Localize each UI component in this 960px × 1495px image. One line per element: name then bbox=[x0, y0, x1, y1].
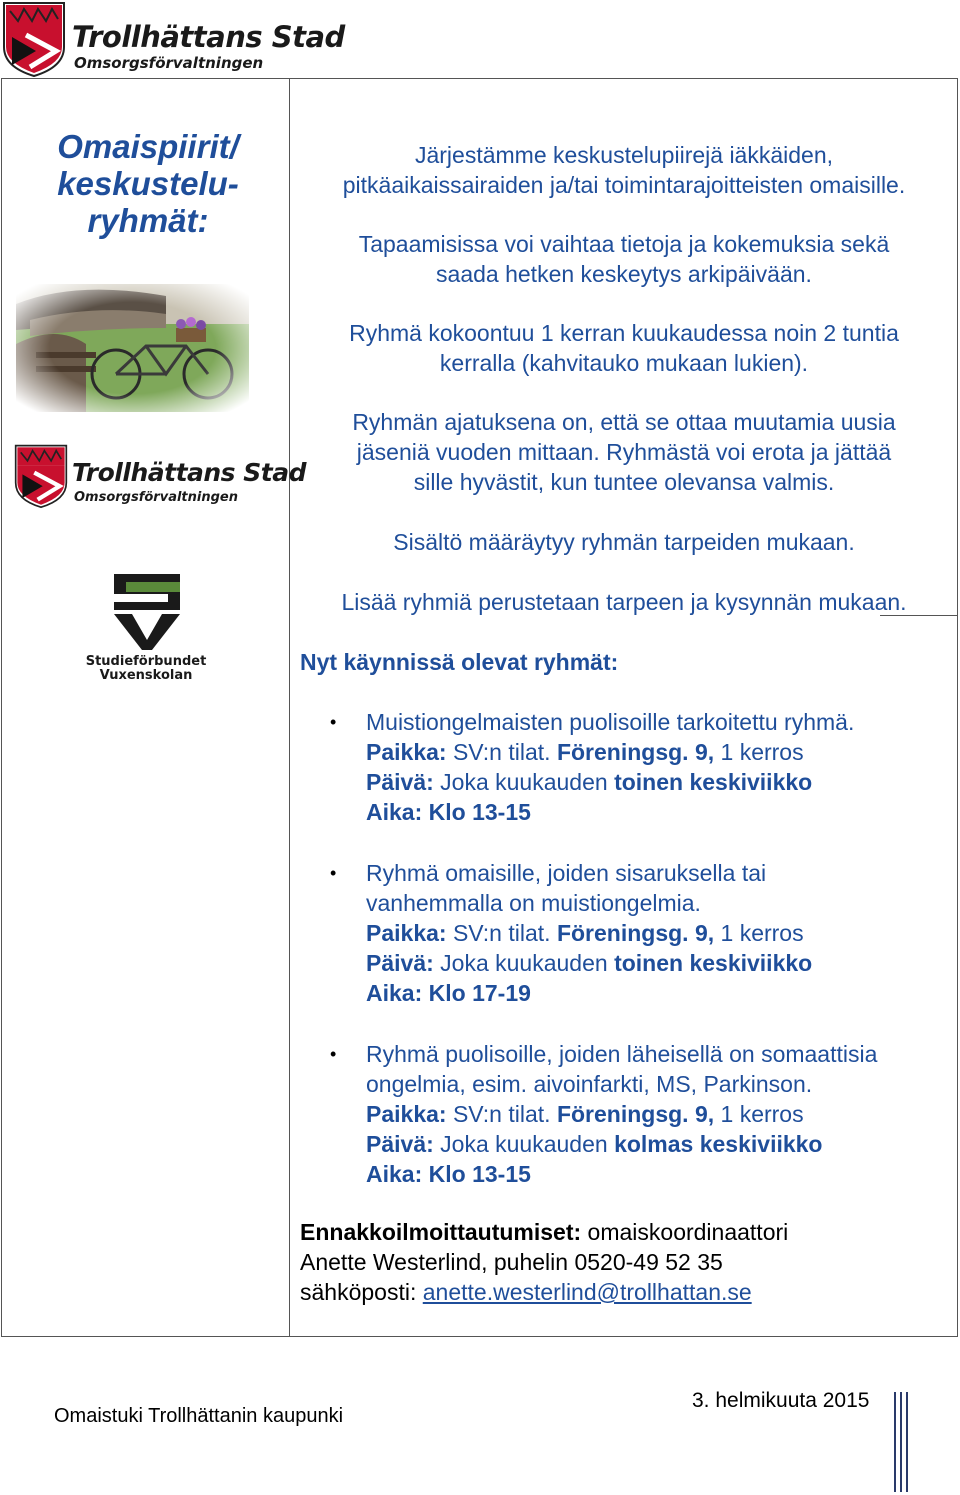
header-logo bbox=[0, 0, 345, 78]
group-place: Paikka: SV:n tilat. Föreningsg. 9, 1 kerros bbox=[366, 739, 804, 765]
group-place: Paikka: SV:n tilat. Föreningsg. 9, 1 kerros bbox=[366, 920, 804, 946]
column-divider bbox=[289, 78, 290, 1337]
content-paragraph: Sisältö määräytyy ryhmän tarpeiden mukaan. bbox=[393, 529, 855, 555]
group-description: Muistiongelmaisten puolisoille tarkoitettu ryhmä. bbox=[366, 709, 855, 735]
group-description: Ryhmä puolisoille, joiden läheisellä on somaattisia bbox=[366, 1041, 878, 1067]
group-time: Aika: Klo 13-15 bbox=[366, 1161, 531, 1187]
group-description-cont: vanhemmalla on muistiongelmia. bbox=[366, 890, 701, 916]
meetings-paragraph bbox=[300, 229, 948, 289]
sv-logo-line1: Studieförbundet bbox=[85, 654, 207, 669]
footer-bars-decoration bbox=[892, 1392, 912, 1492]
logo-brand-name: Trollhättans Stad bbox=[72, 458, 306, 487]
studieforbundet-logo bbox=[68, 570, 224, 682]
organization-logo bbox=[12, 436, 306, 516]
bullet-icon: • bbox=[330, 1044, 337, 1064]
group-day: Päivä: Joka kuukauden kolmas keskiviikko bbox=[366, 1131, 823, 1157]
group-description-cont: ongelmia, esim. aivoinfarkti, MS, Parkinson. bbox=[366, 1071, 813, 1097]
intro-paragraph bbox=[300, 140, 948, 200]
text-line: saada hetken keskeytys arkipäivään. bbox=[436, 261, 812, 287]
group-item bbox=[330, 707, 950, 827]
contact-role: omaiskoordinaattori bbox=[587, 1219, 789, 1245]
email-link[interactable]: anette.westerlind@trollhattan.se bbox=[422, 1279, 752, 1305]
group-place: Paikka: SV:n tilat. Föreningsg. 9, 1 kerros bbox=[366, 1101, 804, 1127]
brand-name: Trollhättans Stad bbox=[72, 20, 345, 54]
title-line: keskustelu- bbox=[57, 165, 239, 202]
footer-organization: Omaistuki Trollhättanin kaupunki bbox=[54, 1405, 344, 1427]
text-line: Ryhmä kokoontuu 1 kerran kuukaudessa noin 2 tuntia bbox=[349, 320, 899, 346]
text-line: Tapaamisissa voi vaihtaa tietoja ja kokemuksia sekä bbox=[358, 231, 890, 257]
group-description: Ryhmä omaisille, joiden sisaruksella tai bbox=[366, 860, 767, 886]
group-time: Aika: Klo 17-19 bbox=[366, 980, 531, 1006]
group-item bbox=[330, 858, 950, 1008]
email-label: sähköposti: bbox=[300, 1279, 417, 1305]
contact-name-phone: Anette Westerlind, puhelin 0520-49 52 35 bbox=[300, 1249, 723, 1275]
bullet-icon: • bbox=[330, 712, 337, 732]
text-line: pitkäaikaissairaiden ja/tai toimintarajoitteisten omaisille. bbox=[342, 172, 906, 198]
bicycle-and-boat-photo bbox=[16, 284, 249, 412]
text-line: sille hyvästit, kun tuntee olevansa valmis. bbox=[413, 469, 835, 495]
contact-block bbox=[300, 1217, 950, 1307]
contact-line bbox=[300, 1217, 950, 1247]
city-crest-icon bbox=[2, 1, 66, 77]
contact-email-line bbox=[300, 1277, 950, 1307]
text-line: jäseniä vuoden mittaan. Ryhmästä voi erota ja jättää bbox=[356, 439, 892, 465]
group-day: Päivä: Joka kuukauden toinen keskiviikko bbox=[366, 950, 813, 976]
contact-label: Ennakkoilmoittautumiset: bbox=[300, 1219, 582, 1245]
city-crest-icon bbox=[14, 438, 68, 514]
group-day: Päivä: Joka kuukauden toinen keskiviikko bbox=[366, 769, 813, 795]
current-groups-heading: Nyt käynnissä olevat ryhmät: bbox=[300, 649, 619, 675]
text-line: Järjestämme keskustelupiirejä iäkkäiden, bbox=[414, 142, 834, 168]
title-line: ryhmät: bbox=[87, 202, 209, 239]
bullet-icon: • bbox=[330, 863, 337, 883]
brand-subtitle: Omsorgsförvaltningen bbox=[74, 54, 264, 72]
group-item bbox=[330, 1039, 950, 1189]
new-groups-paragraph: Lisää ryhmiä perustetaan tarpeen ja kysynnän mukaan. bbox=[341, 589, 907, 615]
group-time: Aika: Klo 13-15 bbox=[366, 799, 531, 825]
text-line: kerralla (kahvitauko mukaan lukien). bbox=[439, 350, 809, 376]
text-line: Ryhmän ajatuksena on, että se ottaa muutamia uusia bbox=[352, 409, 896, 435]
sv-logo-line2: Vuxenskolan bbox=[99, 668, 193, 683]
footer-date: 3. helmikuuta 2015 bbox=[692, 1389, 870, 1412]
title-line: Omaispiirit/ bbox=[57, 128, 239, 165]
schedule-paragraph bbox=[300, 318, 948, 378]
logo-brand-subtitle: Omsorgsförvaltningen bbox=[74, 490, 238, 505]
page-title bbox=[18, 128, 278, 239]
membership-paragraph bbox=[300, 407, 948, 497]
